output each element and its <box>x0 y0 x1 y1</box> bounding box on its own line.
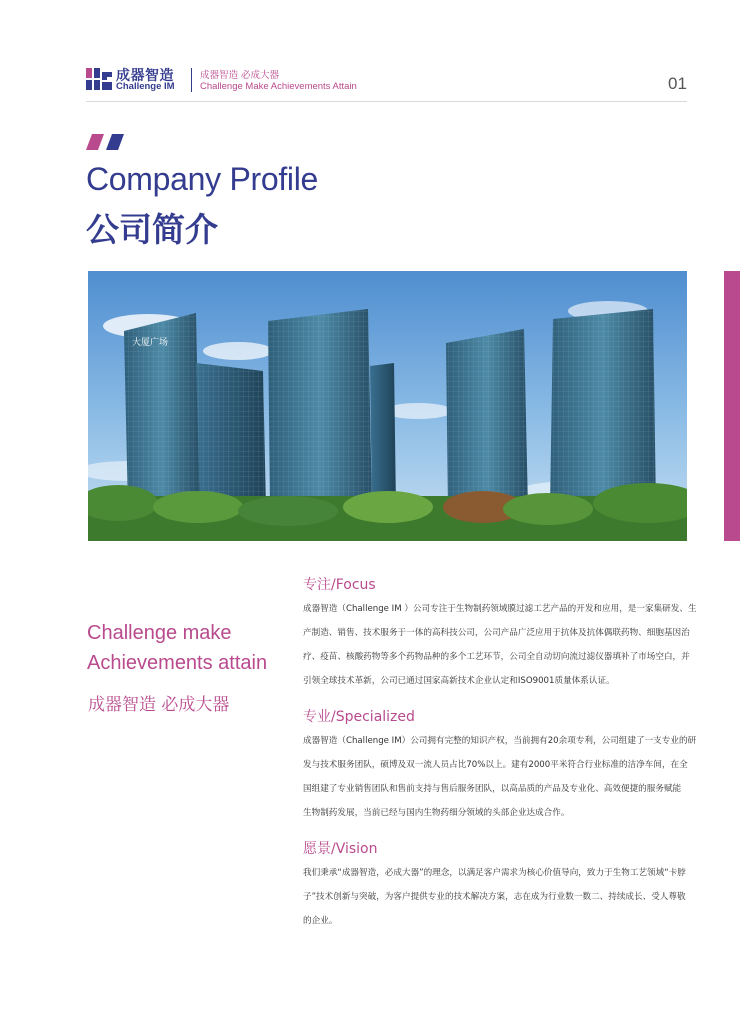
body-line: 疗、疫苗、核酸药物等多个药物品种的多个工艺环节，公司全自动切向流过滤仪器填补了市场空白，并 <box>303 652 690 662</box>
side-accent-bar <box>724 271 740 541</box>
body-line: 成器智造（Challenge IM ）公司专注于生物制药领域膜过滤工艺产品的开发和应用，是一家集研发、生 <box>303 604 697 614</box>
section-body-vision <box>303 861 687 933</box>
logo-mark-icon <box>86 68 112 92</box>
header-tagline-en: Challenge Make Achievements Attain <box>200 81 357 92</box>
body-line: 子”技术创新与突破，为客户提供专业的技术解决方案，志在成为行业数一数二、持续成长、受人尊敬 <box>303 892 686 902</box>
building-sign: 大厦广场 <box>132 338 169 348</box>
body-line: 国组建了专业销售团队和售前支持与售后服务团队，以高品质的产品及专业化、高效便捷的服务赋能 <box>303 784 682 794</box>
header-divider <box>191 68 192 92</box>
page-title-cn: 公司简介 <box>86 210 218 249</box>
body-line: 成器智造（Challenge IM）公司拥有完整的知识产权，当前拥有20余项专利，公司组建了一支专业的研 <box>303 736 697 746</box>
section-heading-vision: 愿景/Vision <box>303 841 378 857</box>
body-line: 发与技术服务团队，硕博及双一流人员占比70%以上。建有2000平米符合行业标准的洁净车间，在全 <box>303 760 688 770</box>
header-tagline-cn: 成器智造 必成大器 <box>200 70 280 81</box>
title-accent-icon <box>86 134 126 150</box>
body-line: 产制造、销售、技术服务于一体的高科技公司，公司产品广泛应用于抗体及抗体偶联药物、细胞基因治 <box>303 628 690 638</box>
slogan-cn: 成器智造 必成大器 <box>88 695 230 715</box>
body-line: 的企业。 <box>303 916 338 926</box>
body-line: 引领全球技术革新，公司已通过国家高新技术企业认定和ISO9001质量体系认证。 <box>303 676 615 686</box>
building-photo <box>88 271 687 541</box>
section-heading-focus: 专注/Focus <box>303 577 376 593</box>
company-logo <box>86 66 190 94</box>
section-body-focus <box>303 597 697 693</box>
logo-text-cn: 成器智造 <box>116 68 174 84</box>
body-line: 我们秉承“成器智造，必成大器”的理念，以满足客户需求为核心价值导向，致力于生物工艺领域“卡脖 <box>303 868 686 878</box>
section-heading-specialized: 专业/Specialized <box>303 709 415 725</box>
section-body-specialized <box>303 729 697 825</box>
page-title-en: Company Profile <box>86 161 319 197</box>
logo-text-en: Challenge IM <box>116 81 175 92</box>
header-rule <box>86 101 687 102</box>
slogan-en-line2: Achievements attain <box>87 652 268 674</box>
body-line: 生物制药发展，当前已经与国内生物药细分领域的头部企业达成合作。 <box>303 808 570 818</box>
page-number: 01 <box>668 74 687 93</box>
slogan-en-line1: Challenge make <box>87 622 232 644</box>
